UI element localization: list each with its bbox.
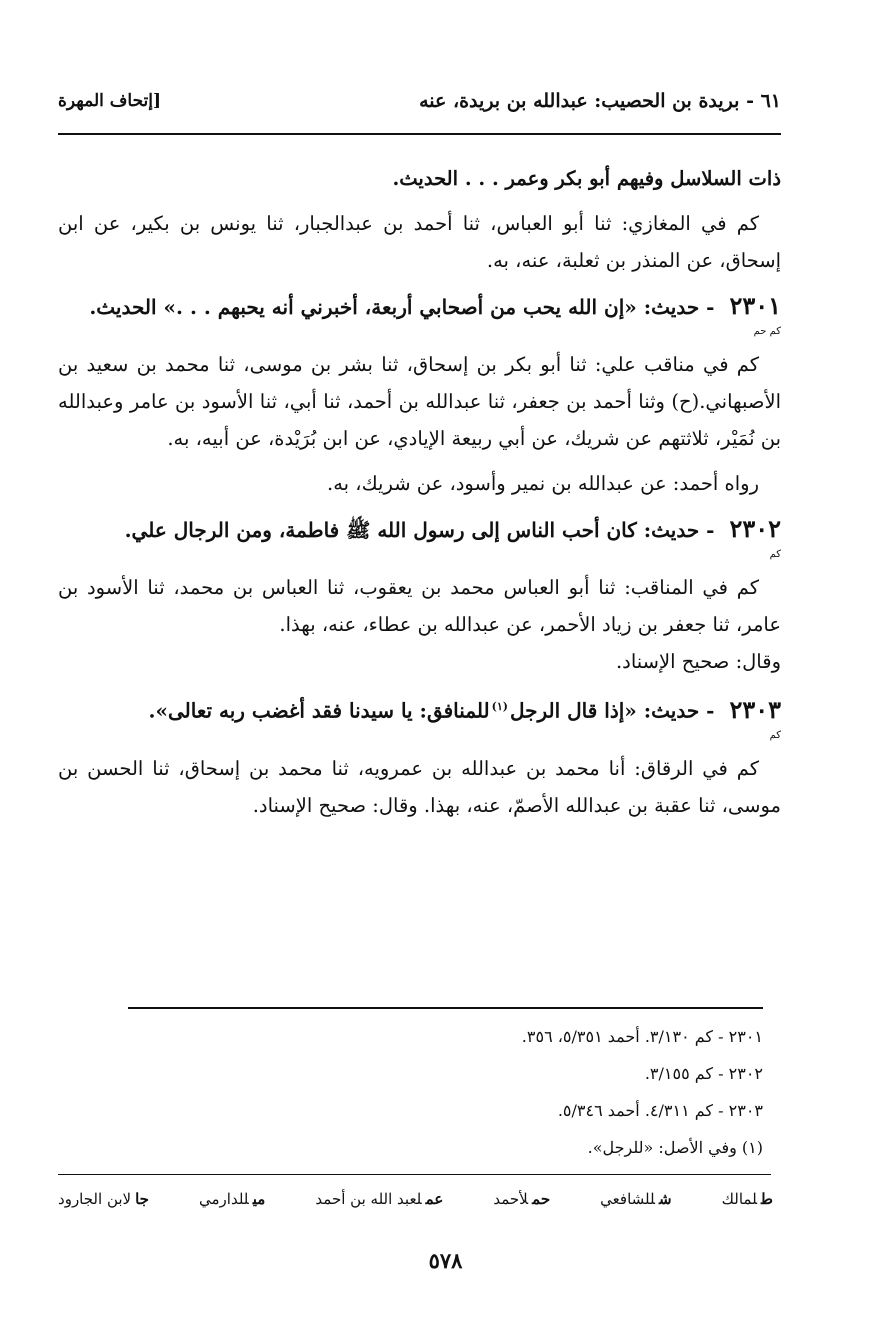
- legend-divider: [58, 1174, 771, 1175]
- main-text: [58, 160, 781, 832]
- footnote-line: ٢٣٠١ - كم ٣/١٣٠. أحمد ٥/٣٥١، ٣٥٦.: [521, 1027, 763, 1046]
- running-header: [58, 84, 781, 118]
- page-number: ٥٧٨: [428, 1248, 463, 1273]
- legend-item: عملعبد الله بن أحمد: [315, 1190, 444, 1208]
- hadith-sigla: كم: [769, 549, 781, 560]
- footnote-line: (١) وفي الأصل: «للرجل».: [587, 1138, 763, 1157]
- hadith-text: - حديث: «إذا قال الرجل: [509, 698, 715, 723]
- footnote-line: ٢٣٠٣ - كم ٤/٣١١. أحمد ٥/٣٤٦.: [557, 1101, 763, 1120]
- paragraph-continuation: ذات السلاسل وفيهم أبو بكر وعمر . . . الحديث.: [392, 167, 781, 190]
- paragraph-isnad: كم في الرقاق: أنا محمد بن عبدالله بن عمرويه، ثنا محمد بن إسحاق، ثنا الحسن بن موسى، ثنا عقبة بن عبدالله الأصمّ، عنه، بهذا. وقال: صحيح الإسناد.: [58, 756, 781, 817]
- hadith-text: للمنافق: يا سيدنا فقد أغضب ربه تعالى».: [148, 698, 490, 723]
- hadith-text: - حديث: «إن الله يحب من أصحابي أربعة، أخبرني أنه يحبهم . . .» الحديث.: [89, 295, 715, 319]
- paragraph-riwaya: رواه أحمد: عن عبدالله بن نمير وأسود، عن شريك، به.: [327, 472, 759, 495]
- legend-item: ميللدارمي: [199, 1190, 266, 1208]
- hadith-number: ٢٣٠٢: [729, 514, 781, 543]
- legend-item: جالابن الجارود: [58, 1190, 149, 1208]
- hadith-text: - حديث: كان أحب الناس إلى رسول الله ﷺ فاطمة، ومن الرجال علي.: [124, 518, 715, 542]
- paragraph-isnad: كم في مناقب علي: ثنا أبو بكر بن إسحاق، ثنا بشر بن موسى، ثنا محمد بن سعيد بن الأصبهاني.(ح) وثنا أحمد بن جعفر، ثنا عبدالله بن أحمد، ثنا أبي، ثنا الأسود بن عامر وعبدالله بن نُمَيْر، ثلاثتهم عن شريك، عن أبي ربيعة الإيادي، عن ابن بُرَيْدة، عن أبيه، به.: [58, 353, 781, 450]
- footnotes: [128, 1018, 763, 1166]
- paragraph-grading: وقال: صحيح الإسناد.: [615, 650, 781, 673]
- hadith-2302: [58, 510, 781, 561]
- hadith-2301: [58, 287, 781, 338]
- sigla-legend: [58, 1190, 773, 1220]
- footnote-divider: [128, 1007, 763, 1009]
- hadith-number: ٢٣٠٣: [729, 694, 781, 724]
- legend-item: شللشافعي: [600, 1190, 672, 1208]
- chapter-title: ٦١ - بريدة بن الحصيب: عبدالله بن بريدة، عنه: [419, 90, 781, 112]
- legend-item: طلمالك: [721, 1190, 773, 1208]
- paragraph-isnad: كم في المناقب: ثنا أبو العباس محمد بن يعقوب، ثنا العباس بن محمد، ثنا الأسود بن عامر، ثنا جعفر بن زياد الأحمر، عن عبدالله بن عطاء، عنه، بهذا.: [58, 576, 781, 636]
- footnote-marker: (١): [491, 700, 508, 713]
- hadith-sigla: كم حم: [753, 326, 781, 337]
- book-title: [إتحاف المهرة: [58, 91, 162, 111]
- hadith-2303: [58, 688, 781, 742]
- hadith-sigla: كم: [769, 729, 781, 741]
- hadith-number: ٢٣٠١: [729, 291, 781, 320]
- legend-item: حملأحمد: [493, 1190, 551, 1208]
- header-divider: [58, 133, 781, 135]
- footnote-line: ٢٣٠٢ - كم ٣/١٥٥.: [644, 1064, 763, 1083]
- paragraph-isnad: كم في المغازي: ثنا أبو العباس، ثنا أحمد بن عبدالجبار، ثنا يونس بن بكير، عن ابن إسحاق، عن المنذر بن ثعلبة، عنه، به.: [58, 212, 781, 272]
